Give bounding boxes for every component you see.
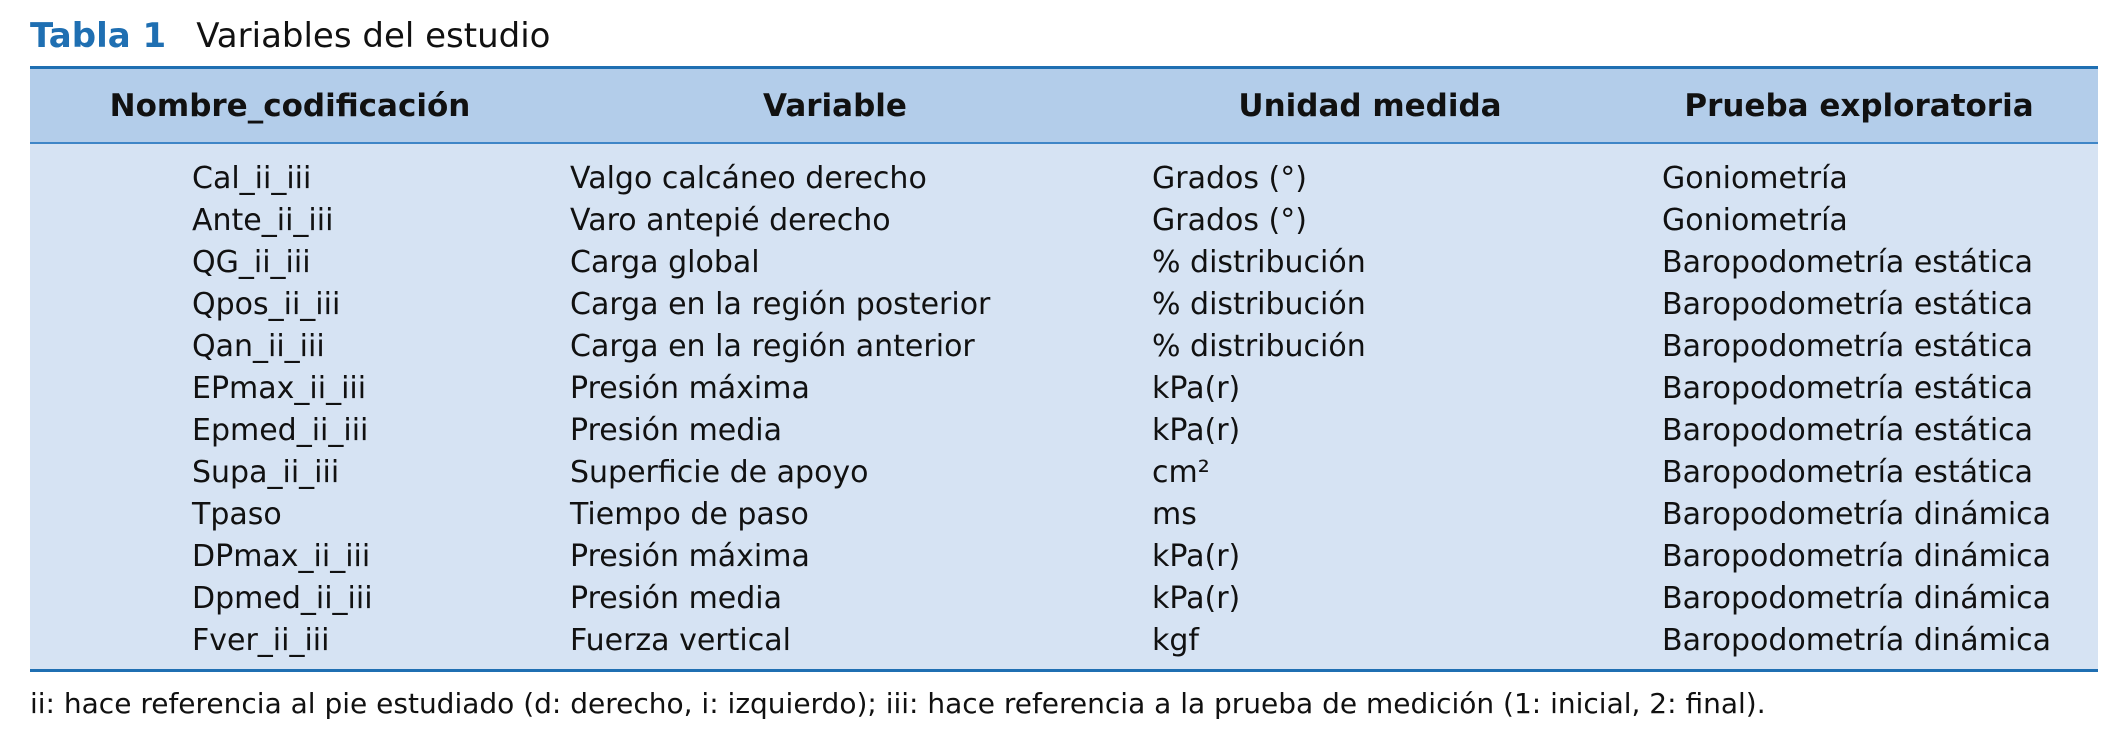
cell-variable: Carga en la región anterior bbox=[570, 329, 975, 364]
cell-variable: Tiempo de paso bbox=[570, 497, 809, 532]
table-row bbox=[30, 578, 2098, 620]
cell-variable: Carga global bbox=[570, 245, 760, 280]
cell-codename: QG_ii_iii bbox=[192, 245, 311, 280]
cell-codename: Tpaso bbox=[192, 497, 282, 532]
cell-codename: Qpos_ii_iii bbox=[192, 287, 341, 322]
cell-unit: % distribución bbox=[1152, 245, 1366, 280]
table-row bbox=[30, 494, 2098, 536]
cell-variable: Superficie de apoyo bbox=[570, 455, 869, 490]
cell-codename: Ante_ii_iii bbox=[192, 203, 334, 238]
variables-table bbox=[30, 69, 2098, 662]
table-row bbox=[30, 620, 2098, 662]
cell-unit: Grados (°) bbox=[1152, 203, 1307, 238]
table-row bbox=[30, 143, 2098, 200]
cell-codename: Supa_ii_iii bbox=[192, 455, 340, 490]
header-codename: Nombre_codificación bbox=[109, 87, 471, 124]
header-test: Prueba exploratoria bbox=[1684, 87, 2034, 124]
cell-codename: DPmax_ii_iii bbox=[192, 539, 371, 574]
cell-unit: % distribución bbox=[1152, 329, 1366, 364]
cell-variable: Valgo calcáneo derecho bbox=[570, 161, 927, 196]
table-number: Tabla 1 bbox=[30, 16, 167, 56]
cell-unit: % distribución bbox=[1152, 287, 1366, 322]
table-caption bbox=[30, 14, 550, 58]
table-footnote: ii: hace referencia al pie estudiado (d: derecho, i: izquierdo); iii: hace referencia a la prueba de medición (1: inicial, 2: final). bbox=[30, 687, 1766, 720]
cell-test: Baropodometría estática bbox=[1662, 329, 2034, 364]
cell-codename: Dpmed_ii_iii bbox=[192, 581, 373, 616]
cell-unit: Grados (°) bbox=[1152, 161, 1307, 196]
table-title: Variables del estudio bbox=[196, 16, 551, 56]
table-row bbox=[30, 536, 2098, 578]
cell-test: Goniometría bbox=[1662, 203, 1848, 238]
cell-codename: Epmed_ii_iii bbox=[192, 413, 369, 448]
cell-unit: kPa(r) bbox=[1152, 371, 1241, 406]
cell-unit: ms bbox=[1152, 497, 1197, 532]
table-header-row bbox=[30, 69, 2098, 143]
cell-variable: Presión máxima bbox=[570, 539, 810, 574]
variables-table-container bbox=[30, 66, 2098, 672]
cell-unit: kgf bbox=[1152, 623, 1199, 658]
cell-variable: Presión máxima bbox=[570, 371, 810, 406]
table-row bbox=[30, 200, 2098, 242]
table-row bbox=[30, 242, 2098, 284]
cell-variable: Varo antepié derecho bbox=[570, 203, 891, 238]
cell-test: Baropodometría estática bbox=[1662, 455, 2034, 490]
table-row bbox=[30, 452, 2098, 494]
cell-variable: Presión media bbox=[570, 413, 783, 448]
table-row bbox=[30, 284, 2098, 326]
cell-test: Baropodometría dinámica bbox=[1662, 497, 2052, 532]
table-row bbox=[30, 326, 2098, 368]
cell-codename: EPmax_ii_iii bbox=[192, 371, 367, 406]
table-row bbox=[30, 368, 2098, 410]
header-variable: Variable bbox=[763, 87, 907, 124]
table-row bbox=[30, 410, 2098, 452]
cell-unit: kPa(r) bbox=[1152, 413, 1241, 448]
table-body bbox=[30, 143, 2098, 662]
cell-test: Baropodometría estática bbox=[1662, 371, 2034, 406]
cell-codename: Cal_ii_iii bbox=[192, 161, 312, 196]
cell-codename: Qan_ii_iii bbox=[192, 329, 325, 364]
cell-variable: Presión media bbox=[570, 581, 783, 616]
cell-unit: kPa(r) bbox=[1152, 539, 1241, 574]
cell-test: Baropodometría dinámica bbox=[1662, 581, 2052, 616]
cell-variable: Fuerza vertical bbox=[570, 623, 791, 658]
cell-unit: cm² bbox=[1152, 455, 1210, 490]
header-unit: Unidad medida bbox=[1238, 87, 1502, 124]
cell-variable: Carga en la región posterior bbox=[570, 287, 991, 322]
cell-test: Goniometría bbox=[1662, 161, 1848, 196]
cell-test: Baropodometría estática bbox=[1662, 245, 2034, 280]
cell-test: Baropodometría dinámica bbox=[1662, 539, 2052, 574]
cell-test: Baropodometría estática bbox=[1662, 287, 2034, 322]
cell-unit: kPa(r) bbox=[1152, 581, 1241, 616]
cell-test: Baropodometría dinámica bbox=[1662, 623, 2052, 658]
cell-codename: Fver_ii_iii bbox=[192, 623, 330, 658]
cell-test: Baropodometría estática bbox=[1662, 413, 2034, 448]
